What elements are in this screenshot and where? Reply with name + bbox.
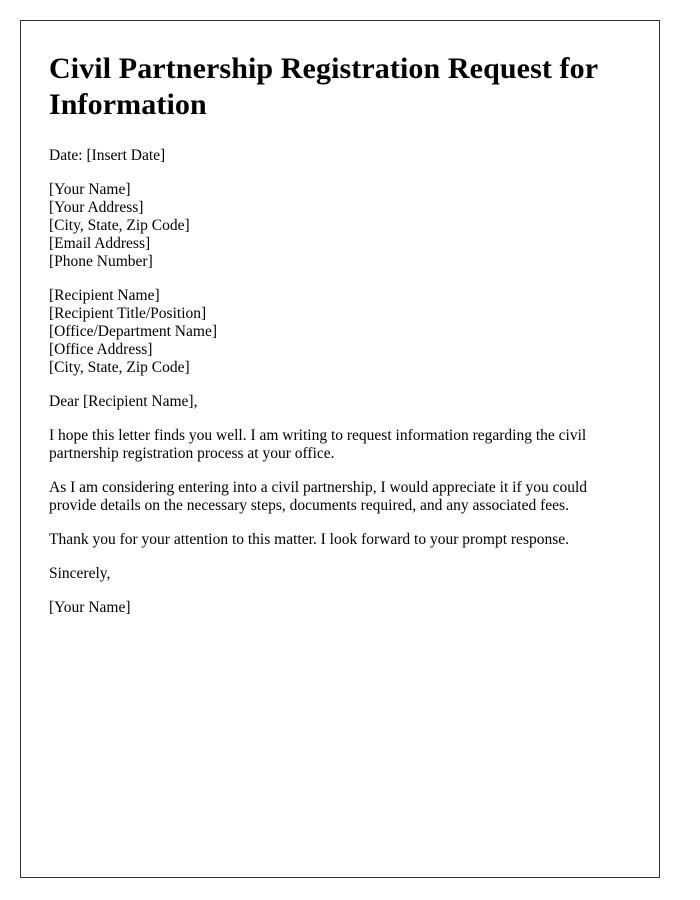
body-paragraph-1: I hope this letter finds you well. I am writing to request information regarding the civil partnership registration process at your office.: [49, 427, 587, 462]
sender-email: [Email Address]: [49, 235, 151, 252]
recipient-title: [Recipient Title/Position]: [49, 305, 207, 322]
letter-page: [20, 20, 660, 878]
signature: [Your Name]: [49, 599, 131, 616]
body-paragraph-3: Thank you for your attention to this matter. I look forward to your prompt response.: [49, 531, 570, 548]
letter-title: Civil Partnership Registration Request for Information: [49, 52, 598, 121]
recipient-office-address: [Office Address]: [49, 341, 153, 358]
recipient-name: [Recipient Name]: [49, 287, 160, 304]
recipient-address-block: [49, 287, 631, 377]
salutation: Dear [Recipient Name],: [49, 393, 198, 410]
closing: Sincerely,: [49, 565, 111, 582]
date-line: Date: [Insert Date]: [49, 147, 166, 164]
body-paragraph-2: As I am considering entering into a civil partnership, I would appreciate it if you could provide details on the necessary steps, documents required, and any associated fees.: [49, 479, 588, 514]
sender-name: [Your Name]: [49, 181, 131, 198]
sender-address: [Your Address]: [49, 199, 144, 216]
sender-phone: [Phone Number]: [49, 253, 153, 270]
sender-address-block: [49, 181, 631, 271]
recipient-city-state-zip: [City, State, Zip Code]: [49, 359, 190, 376]
recipient-office: [Office/Department Name]: [49, 323, 217, 340]
sender-city-state-zip: [City, State, Zip Code]: [49, 217, 190, 234]
